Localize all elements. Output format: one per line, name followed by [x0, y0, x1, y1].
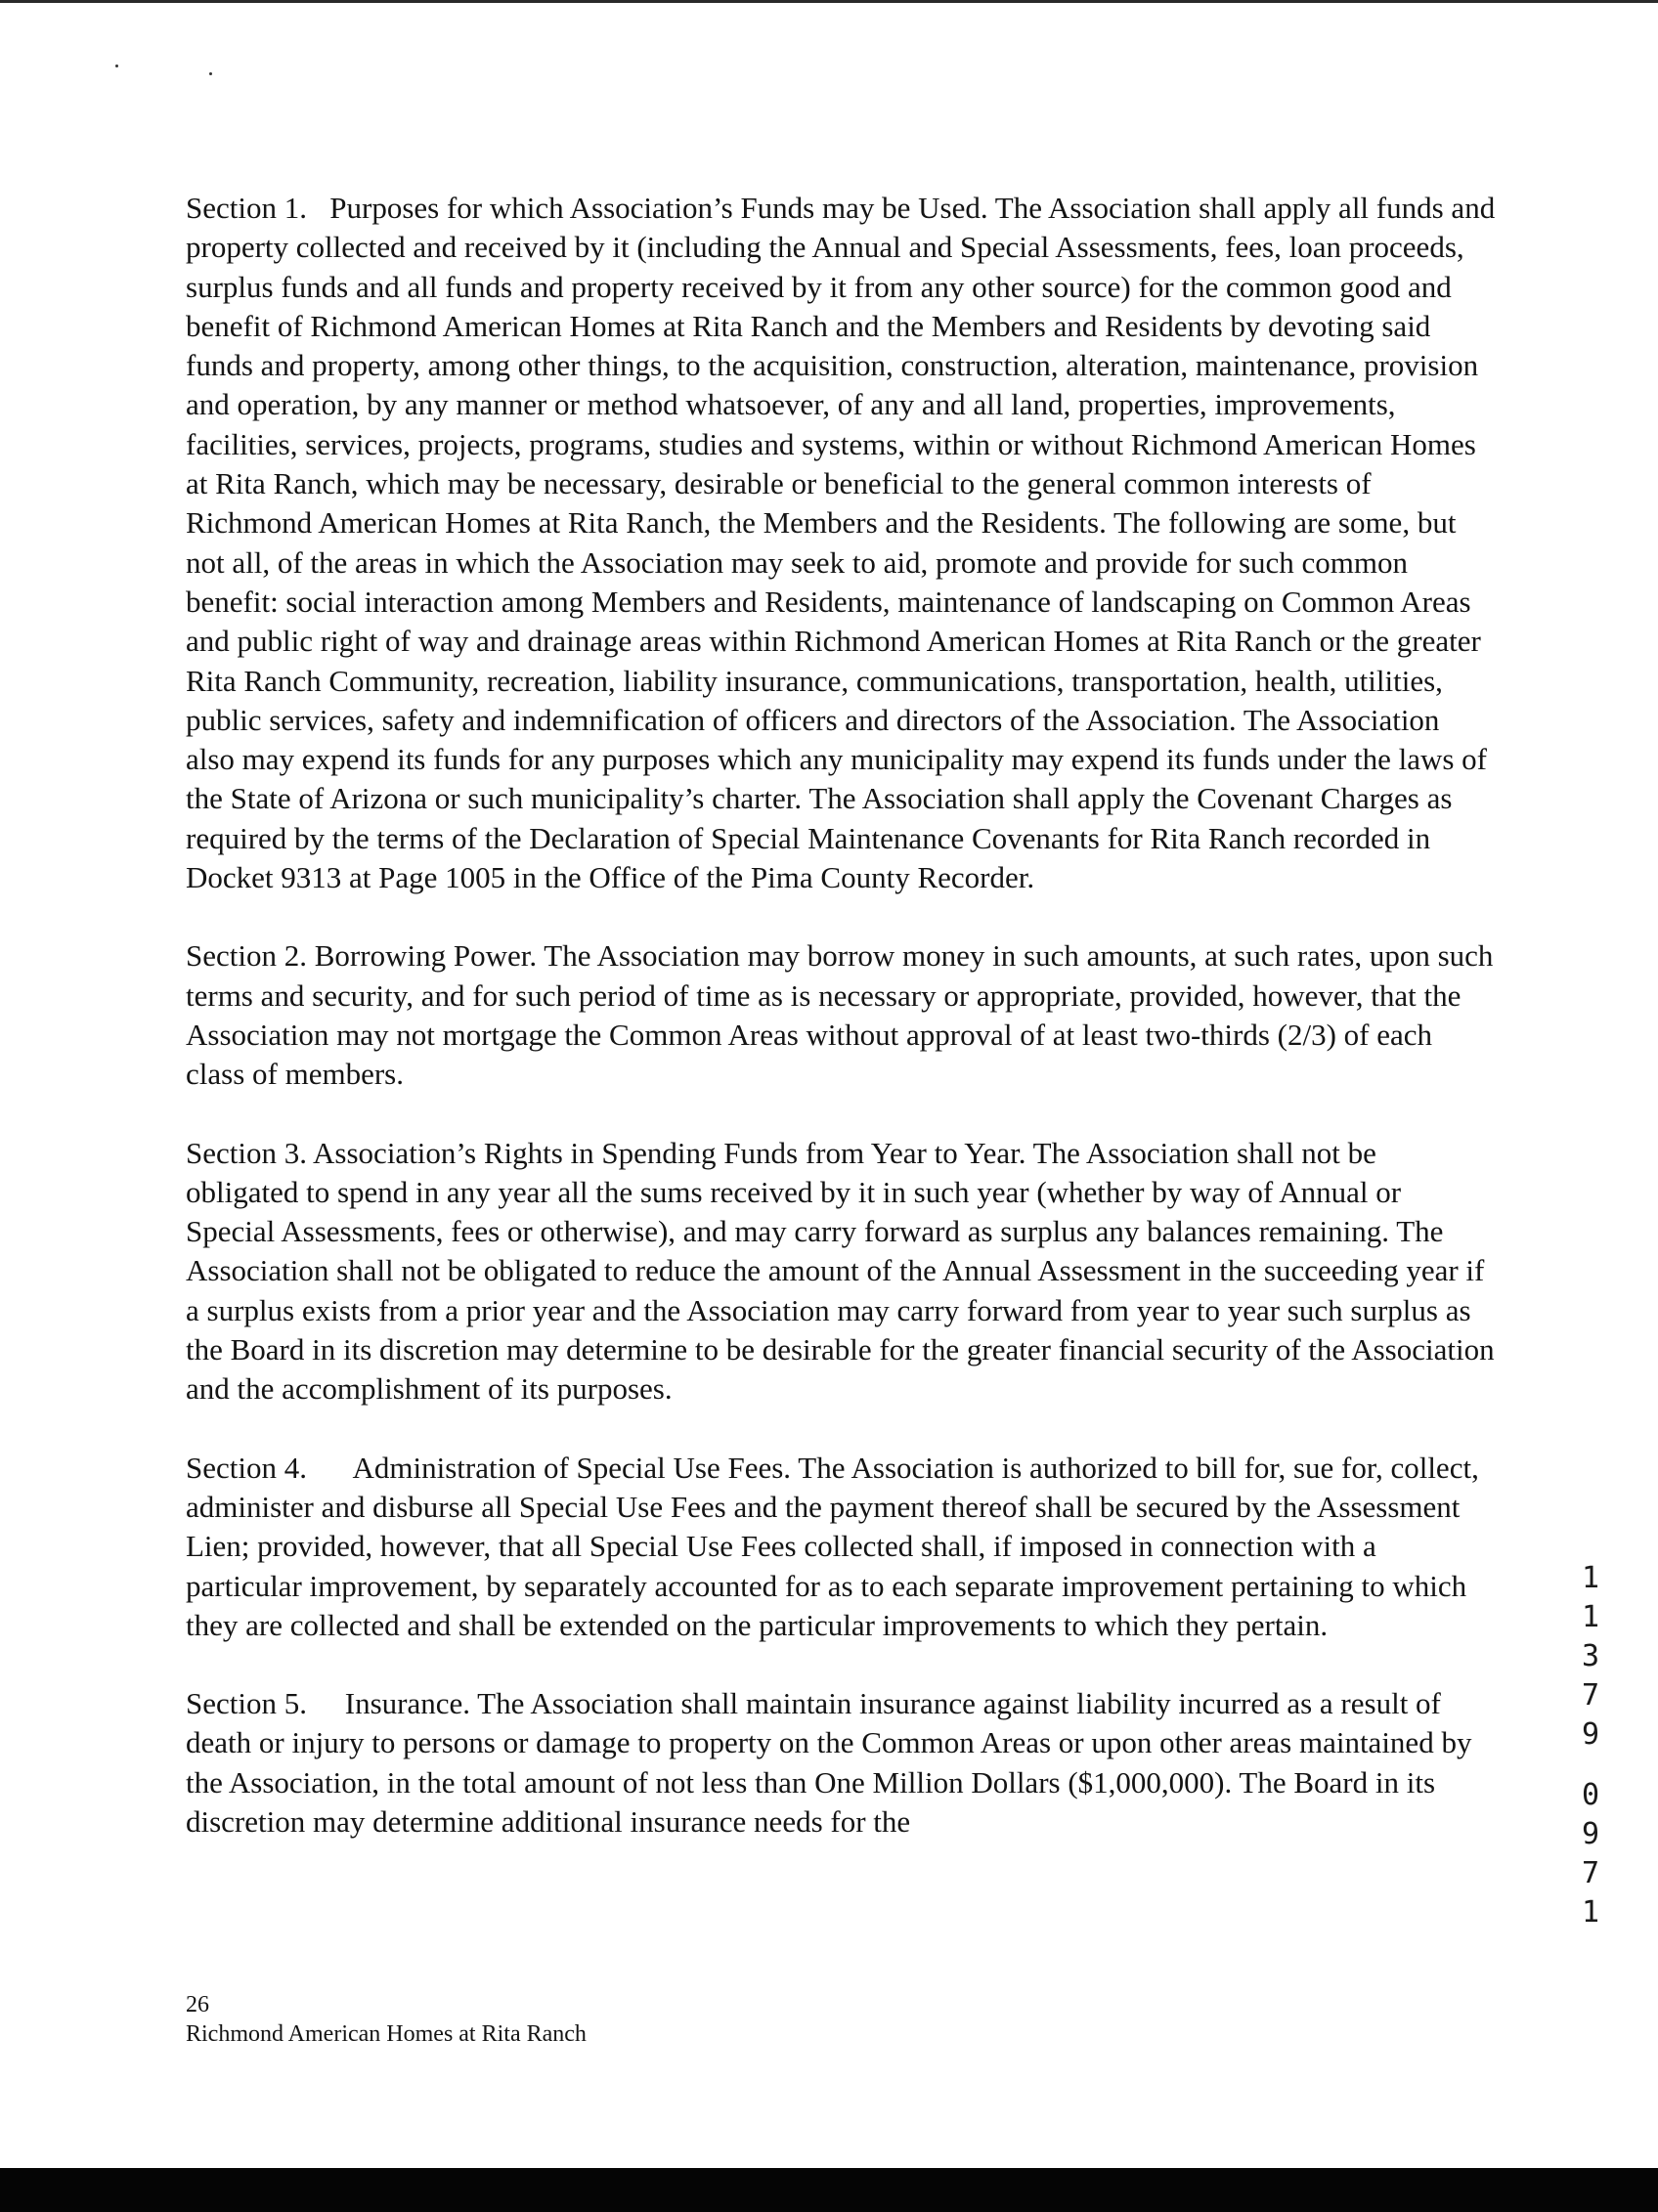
- section-5: [186, 1684, 1496, 1842]
- section-1: [186, 189, 1496, 897]
- docket-gap: [1576, 1755, 1605, 1776]
- scan-bottom-edge: [0, 2168, 1658, 2212]
- docket-digit: 1: [1581, 1561, 1600, 1595]
- document-body: [186, 189, 1496, 1881]
- section-3: [186, 1134, 1496, 1410]
- docket-digit: 9: [1581, 1717, 1600, 1752]
- section-heading: Section 5.: [186, 1686, 307, 1721]
- section-4: [186, 1449, 1496, 1645]
- section-text: Association’s Rights in Spending Funds from Year to Year. The Association shall not be obligated to spend in any year all the sums received by it in such year (whether by way of Annual or Special Assessments, fees or otherwise), and may carry forward as surplus any balances remaining. The Association shall not be obligated to reduce the amount of the Annual Assessment in the succeeding year if a surplus exists from a prior year and the Association may carry forward from year to year such surplus as the Board in its discretion may determine to be desirable for the greater financial security of the Association and the accomplishment of its purposes.: [186, 1135, 1495, 1407]
- scan-top-edge: [0, 0, 1658, 3]
- docket-digit: 1: [1581, 1600, 1600, 1634]
- section-text: Administration of Special Use Fees. The Association is authorized to bill for, sue for, collect, administer and disburse all Special Use Fees and the payment thereof shall be secured by the Assessment Lien; provided, however, that all Special Use Fees collected shall, if imposed in connection with a particular improvement, by separately accounted for as to each separate improvement pertaining to which they are collected and shall be extended on the particular improvements to which they pertain.: [186, 1450, 1479, 1642]
- docket-digit: 1: [1581, 1895, 1600, 1930]
- scan-speck: [115, 65, 118, 67]
- docket-stamp: [1576, 1559, 1605, 1932]
- page-footer: [186, 1990, 587, 2049]
- page-number: 26: [186, 1992, 209, 2017]
- docket-digit: 7: [1581, 1856, 1600, 1890]
- section-text: Insurance. The Association shall maintain insurance against liability incurred as a result of death or injury to persons or damage to property on the Common Areas or upon other areas maintained by the Association, in the total amount of not less than One Million Dollars ($1,000,000). The Board in its discretion may determine additional insurance needs for the: [186, 1686, 1472, 1839]
- section-heading: Section 3.: [186, 1135, 307, 1170]
- section-heading: Section 1.: [186, 191, 307, 225]
- section-heading: Section 2.: [186, 938, 307, 974]
- docket-digit: 0: [1581, 1778, 1600, 1812]
- section-2: [186, 936, 1496, 1094]
- section-heading: Section 4.: [186, 1450, 307, 1485]
- section-text: Borrowing Power. The Association may borrow money in such amounts, at such rates, upon such terms and security, and for such period of time as is necessary or appropriate, provided, however, that the Association may not mortgage the Common Areas without approval of at least two-thirds (2/3) of each class of members.: [186, 938, 1494, 1092]
- scan-speck: [209, 72, 212, 75]
- docket-digit: 7: [1581, 1678, 1600, 1713]
- docket-digit: 9: [1581, 1817, 1600, 1851]
- document-title: Richmond American Homes at Rita Ranch: [186, 2021, 587, 2047]
- docket-digit: 3: [1581, 1639, 1600, 1673]
- section-text: Purposes for which Association’s Funds may be Used. The Association shall apply all funds and property collected and received by it (including the Annual and Special Assessments, fees, loan proceeds, surplus funds and all funds and property received by it from any other source) for the common good and benefit of Richmond American Homes at Rita Ranch and the Members and Residents by devoting said funds and property, among other things, to the acquisition, construction, alteration, maintenance, provision and operation, by any manner or method whatsoever, of any and all land, properties, improvements, facilities, services, projects, programs, studies and systems, within or without Richmond American Homes at Rita Ranch, which may be necessary, desirable or beneficial to the general common interests of Richmond American Homes at Rita Ranch, the Members and the Residents. The following are some, but not all, of the areas in which the Association may seek to aid, promote and provide for such common benefit: social interaction among Members and Residents, maintenance of landscaping on Common Areas and public right of way and drainage areas within Richmond American Homes at Rita Ranch or the greater Rita Ranch Community, recreation, liability insurance, communications, transportation, health, utilities, public services, safety and indemnification of officers and directors of the Association. The Association also may expend its funds for any purposes which any municipality may expend its funds under the laws of the State of Arizona or such municipality’s charter. The Association shall apply the Covenant Charges as required by the terms of the Declaration of Special Maintenance Covenants for Rita Ranch recorded in Docket 9313 at Page 1005 in the Office of the Pima County Recorder.: [186, 191, 1496, 895]
